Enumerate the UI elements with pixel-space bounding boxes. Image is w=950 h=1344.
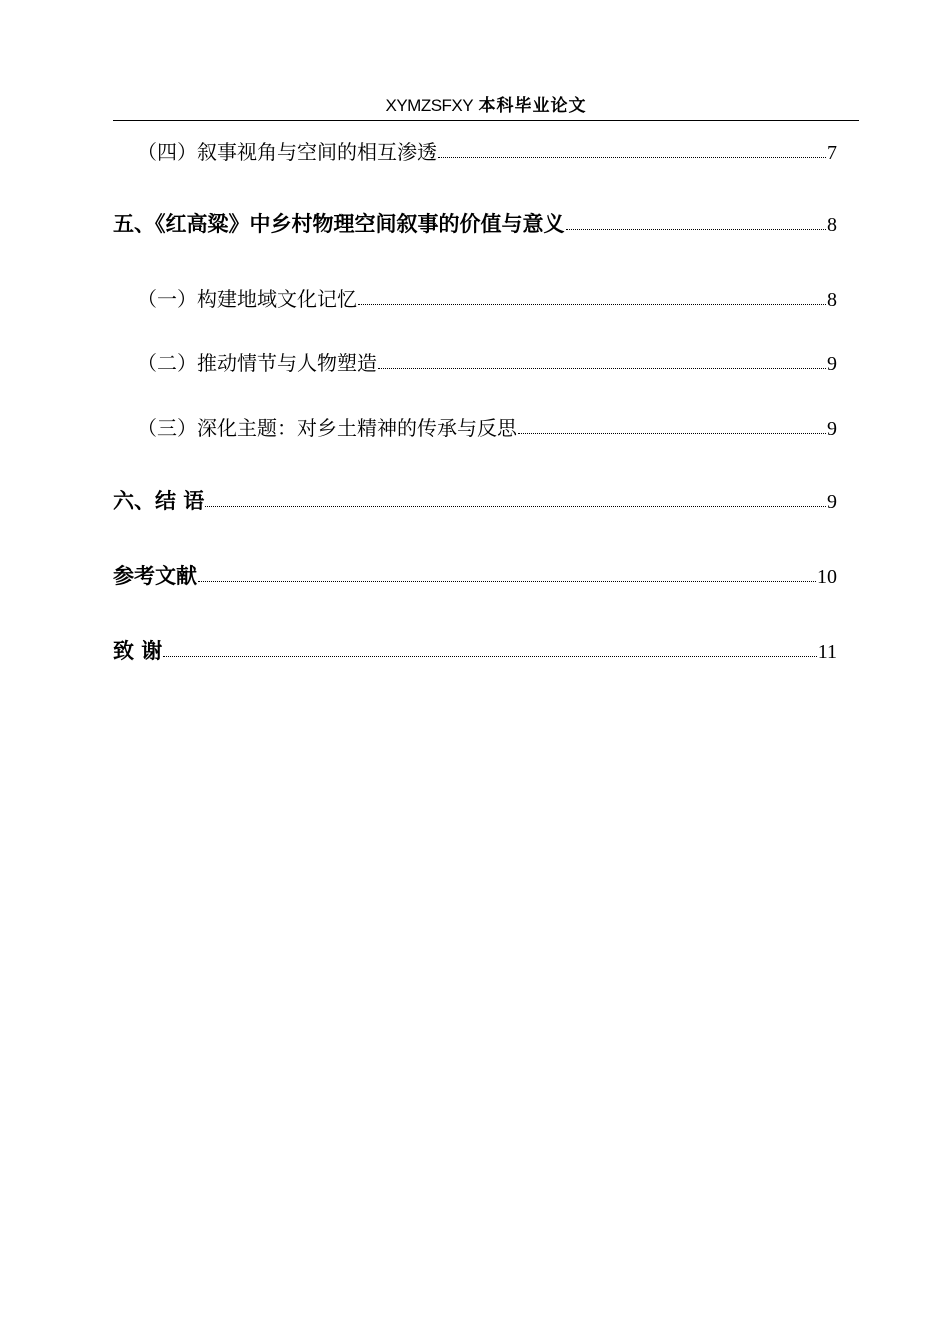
header-school-code: XYMZSFXY: [385, 96, 474, 115]
toc-entry-chapter-6[interactable]: [113, 485, 837, 515]
toc-entry-title: （四）叙事视角与空间的相互渗透: [137, 140, 437, 164]
toc-page-number: 9: [827, 418, 837, 440]
toc-entry-title: 参考文献: [113, 564, 197, 588]
toc-entry-4-4[interactable]: [137, 136, 837, 165]
toc-dot-leader: [566, 229, 827, 230]
toc-page-number: 7: [827, 142, 837, 164]
toc-page-number: 8: [827, 214, 837, 236]
page-header: [113, 94, 859, 118]
toc-page-number: 9: [827, 491, 837, 513]
toc-entry-title: 致 谢: [113, 639, 163, 663]
toc-dot-leader: [163, 656, 816, 657]
toc-page-number: 10: [817, 566, 837, 588]
toc-entry-title: 五、《红高粱》中乡村物理空间叙事的价值与意义: [113, 212, 565, 236]
toc-entry-title: （一）构建地域文化记忆: [137, 287, 357, 311]
header-divider: [113, 120, 859, 121]
toc-entry-5-3[interactable]: [137, 412, 837, 441]
toc-dot-leader: [205, 506, 826, 507]
toc-entry-5-2[interactable]: [137, 347, 837, 376]
toc-page-number: 8: [827, 289, 837, 311]
header-thesis-type: 本科毕业论文: [478, 96, 587, 116]
toc-page-number: 9: [827, 353, 837, 375]
toc-entry-acknowledgements[interactable]: [113, 635, 837, 665]
toc-dot-leader: [438, 157, 826, 158]
toc-entry-chapter-5[interactable]: [113, 208, 837, 238]
toc-page-number: 11: [817, 641, 837, 663]
toc-entry-title: 六、结 语: [113, 489, 205, 513]
toc-entry-title: （二）推动情节与人物塑造: [137, 351, 377, 375]
toc-entry-references[interactable]: [113, 560, 837, 590]
toc-dot-leader: [378, 368, 826, 369]
toc-entry-5-1[interactable]: [137, 283, 837, 312]
toc-entry-title: （三）深化主题：对乡土精神的传承与反思: [137, 416, 517, 440]
toc-dot-leader: [198, 581, 816, 582]
toc-dot-leader: [358, 304, 826, 305]
toc-dot-leader: [518, 433, 826, 434]
